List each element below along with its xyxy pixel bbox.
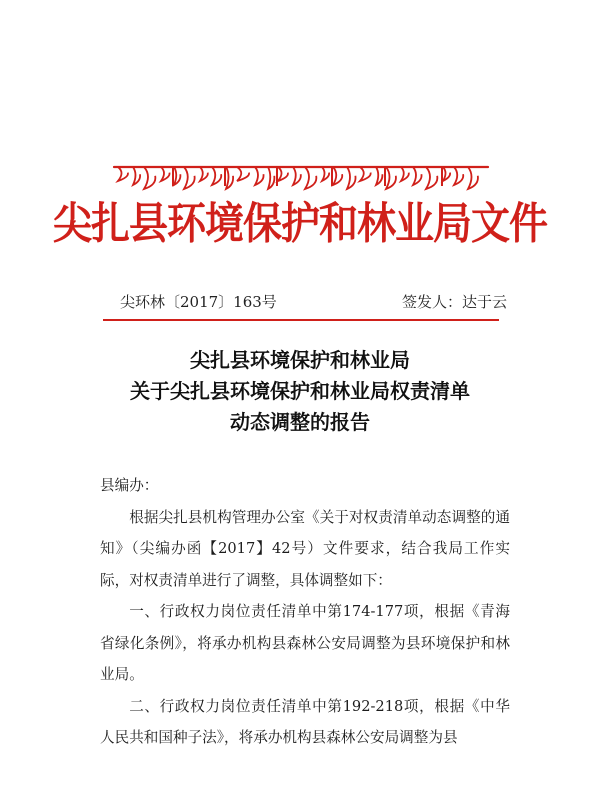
document-title: 尖扎县环境保护和林业局文件 [52, 198, 547, 250]
paragraph-item-2: 二、行政权力岗位责任清单中第192-218项，根据《中华人民共和国种子法》，将承办机构县森林公安局调整为县 [100, 697, 510, 746]
subject-line-1: 尖扎县环境保护和林业局 [190, 348, 410, 372]
paragraph-intro: 根据尖扎县机构管理办公室《关于对权责清单动态调整的通知》（尖编办函【2017】42号）文件要求，结合我局工作实际，对权责清单进行了调整，具体调整如下： [100, 508, 510, 589]
subject-line-3: 动态调整的报告 [230, 410, 370, 434]
red-separator-rule [103, 319, 499, 321]
report-body [100, 470, 510, 754]
signer: 签发人：达于云 [401, 293, 507, 311]
paragraph-item-1: 一、行政权力岗位责任清单中第174-177项，根据《青海省绿化条例》，将承办机构县森林公安局调整为县环境保护和林业局。 [100, 603, 510, 683]
document-number: 尖环林〔2017〕163号 [120, 293, 277, 311]
tibetan-header-script [112, 158, 492, 192]
subject-line-2: 关于尖扎县环境保护和林业局权责清单 [130, 379, 470, 403]
report-subject [0, 345, 600, 438]
salutation: 县编办： [100, 477, 159, 494]
